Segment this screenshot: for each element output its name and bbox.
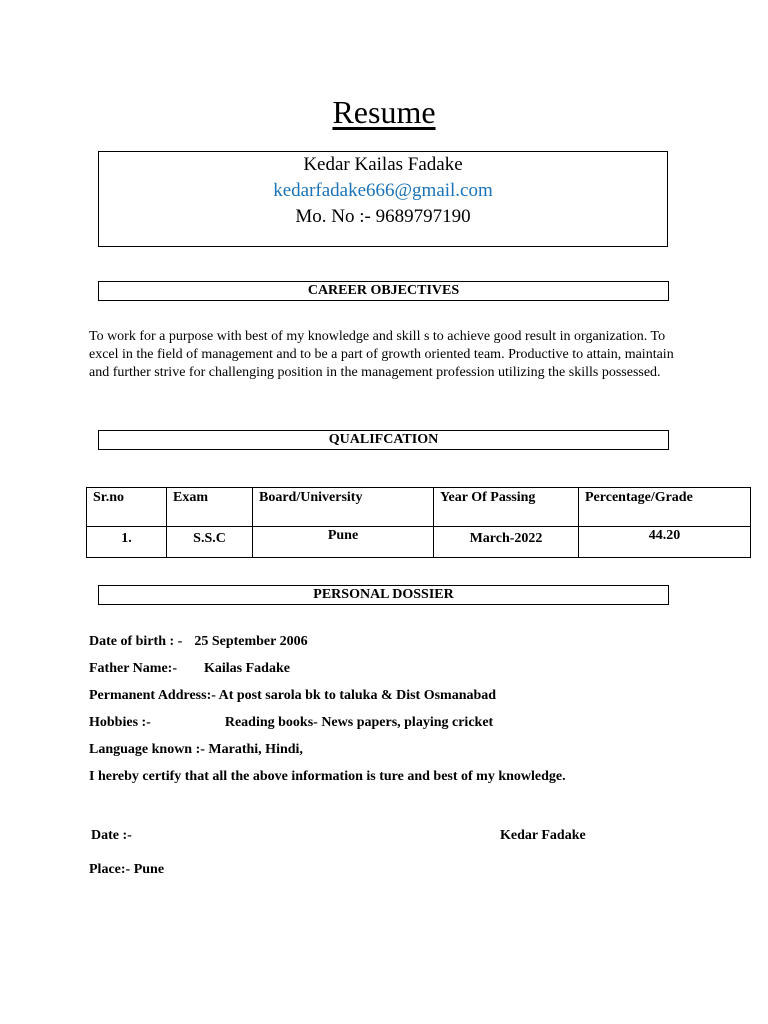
- table-header-row: [87, 488, 751, 527]
- dob-value: 25 September 2006: [194, 634, 308, 649]
- cell-exam: S.S.C: [167, 527, 253, 558]
- signature-name: Kedar Fadake: [500, 828, 586, 843]
- date-label: Date :-: [91, 828, 132, 843]
- languages-row: Language known :- Marathi, Hindi,: [89, 742, 303, 757]
- contact-box: [98, 151, 668, 247]
- qualification-table: [86, 487, 751, 558]
- objective-text: [89, 328, 679, 382]
- mobile-number: Mo. No :- 9689797190: [295, 206, 471, 227]
- table-row: [87, 527, 751, 558]
- header-year: Year Of Passing: [434, 488, 579, 527]
- cell-board: Pune: [253, 527, 434, 558]
- header-exam: Exam: [167, 488, 253, 527]
- father-label: Father Name:-: [89, 661, 177, 676]
- section-career-objectives: CAREER OBJECTIVES: [98, 281, 669, 301]
- page-title: Resume: [332, 94, 436, 130]
- dob-row: [89, 634, 308, 650]
- email-link[interactable]: kedarfadake666@gmail.com: [273, 180, 493, 201]
- hobbies-row: [89, 715, 493, 731]
- dob-label: Date of birth : -: [89, 634, 183, 649]
- declaration-text: I hereby certify that all the above information is ture and best of my knowledge.: [89, 769, 566, 784]
- objective-line: and further strive for challenging position in the management profession utilizing the skills possessed.: [89, 365, 661, 380]
- father-row: [89, 661, 290, 677]
- objective-line: excel in the field of management and to be a part of growth oriented team. Productive to attain, maintain: [89, 347, 674, 362]
- address-row: Permanent Address:- At post sarola bk to taluka & Dist Osmanabad: [89, 688, 497, 703]
- header-percentage: Percentage/Grade: [579, 488, 751, 527]
- section-personal-dossier: PERSONAL DOSSIER: [98, 585, 669, 605]
- objective-line: To work for a purpose with best of my knowledge and skill s to achieve good result in organization. To: [89, 329, 666, 344]
- header-board: Board/University: [253, 488, 434, 527]
- father-value: Kailas Fadake: [204, 661, 290, 676]
- cell-srno: 1.: [87, 527, 167, 558]
- section-qualification: QUALIFCATION: [98, 430, 669, 450]
- hobbies-value: Reading books- News papers, playing cricket: [224, 715, 494, 730]
- cell-percentage: 44.20: [579, 527, 751, 558]
- header-srno: Sr.no: [87, 488, 167, 527]
- cell-year: March-2022: [434, 527, 579, 558]
- place-label: Place:- Pune: [89, 862, 165, 877]
- candidate-name: Kedar Kailas Fadake: [303, 154, 463, 175]
- hobbies-label: Hobbies :-: [89, 715, 151, 730]
